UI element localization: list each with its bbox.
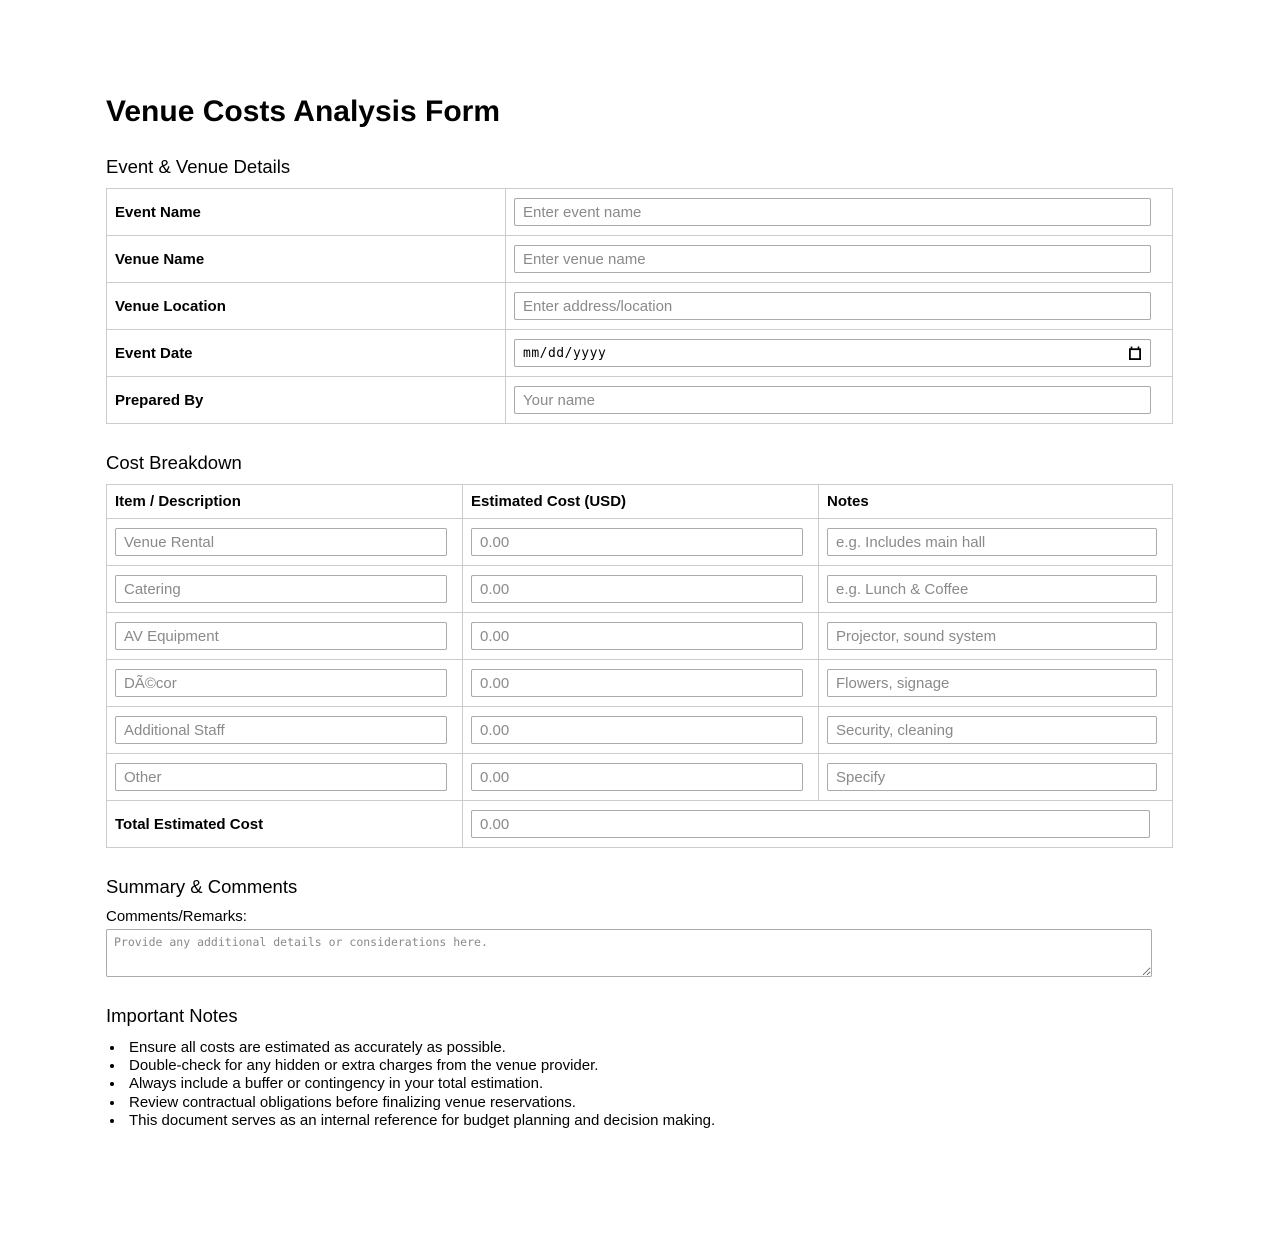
prepared-by-field-cell (506, 377, 1173, 424)
item-description-input[interactable] (115, 763, 447, 791)
venue-location-label: Venue Location (107, 283, 506, 330)
table-row (107, 377, 1173, 424)
estimated-cost-input[interactable] (471, 716, 803, 744)
table-row (107, 236, 1173, 283)
event-name-label: Event Name (107, 189, 506, 236)
notes-input[interactable] (827, 669, 1157, 697)
notes-input[interactable] (827, 622, 1157, 650)
list-item: • Double-check for any hidden or extra charges from the venue provider. (125, 1057, 1172, 1075)
item-description-input[interactable] (115, 575, 447, 603)
estimated-cost-input[interactable] (471, 622, 803, 650)
estimated-cost-input[interactable] (471, 763, 803, 791)
section-heading-important-notes: Important Notes (106, 1005, 238, 1026)
venue-costs-form-page (106, 0, 1172, 1251)
cost-breakdown-table (106, 484, 1173, 848)
total-estimated-cost-label: Total Estimated Cost (107, 801, 463, 848)
notes-input[interactable] (827, 763, 1157, 791)
notes-input[interactable] (827, 716, 1157, 744)
venue-name-field-cell (506, 236, 1173, 283)
notes-input[interactable] (827, 575, 1157, 603)
event-date-input[interactable] (514, 339, 1151, 367)
item-description-input[interactable] (115, 716, 447, 744)
column-header-notes: Notes (819, 485, 1173, 519)
table-row (107, 566, 1173, 613)
estimated-cost-input[interactable] (471, 669, 803, 697)
table-row (107, 519, 1173, 566)
prepared-by-input[interactable] (514, 386, 1151, 414)
section-heading-event-venue-details: Event & Venue Details (106, 156, 291, 177)
list-item: • This document serves as an internal reference for budget planning and decision making. (125, 1112, 1172, 1130)
event-details-table (106, 188, 1173, 424)
estimated-cost-input[interactable] (471, 528, 803, 556)
list-item: • Review contractual obligations before finalizing venue reservations. (125, 1094, 1172, 1112)
total-estimated-cost-input[interactable] (471, 810, 1150, 838)
table-header-row (107, 485, 1173, 519)
prepared-by-label: Prepared By (107, 377, 506, 424)
table-row (107, 754, 1173, 801)
item-description-input[interactable] (115, 528, 447, 556)
page-title: Venue Costs Analysis Form (106, 95, 501, 128)
venue-location-field-cell (506, 283, 1173, 330)
table-row (107, 660, 1173, 707)
event-name-field-cell (506, 189, 1173, 236)
column-header-item-description: Item / Description (107, 485, 463, 519)
comments-textarea[interactable] (106, 929, 1152, 977)
date-placeholder-text: mm/dd/yyyy (523, 345, 607, 361)
column-header-estimated-cost: Estimated Cost (USD) (463, 485, 819, 519)
notes-input[interactable] (827, 528, 1157, 556)
calendar-icon[interactable] (1128, 346, 1142, 361)
list-item: • Always include a buffer or contingency in your total estimation. (125, 1075, 1172, 1093)
event-name-input[interactable] (514, 198, 1151, 226)
table-row (107, 189, 1173, 236)
event-date-label: Event Date (107, 330, 506, 377)
venue-name-input[interactable] (514, 245, 1151, 273)
venue-location-input[interactable] (514, 292, 1151, 320)
table-row (107, 707, 1173, 754)
item-description-input[interactable] (115, 622, 447, 650)
total-row (107, 801, 1173, 848)
table-row (107, 330, 1173, 377)
list-item: • Ensure all costs are estimated as accurately as possible. (125, 1039, 1172, 1057)
estimated-cost-input[interactable] (471, 575, 803, 603)
table-row (107, 283, 1173, 330)
venue-name-label: Venue Name (107, 236, 506, 283)
event-date-field-cell (506, 330, 1173, 377)
section-heading-cost-breakdown: Cost Breakdown (106, 452, 242, 473)
item-description-input[interactable] (115, 669, 447, 697)
comments-remarks-label: Comments/Remarks: (106, 908, 247, 925)
section-heading-summary-comments: Summary & Comments (106, 876, 298, 897)
important-notes-list (106, 1039, 1172, 1130)
table-row (107, 613, 1173, 660)
